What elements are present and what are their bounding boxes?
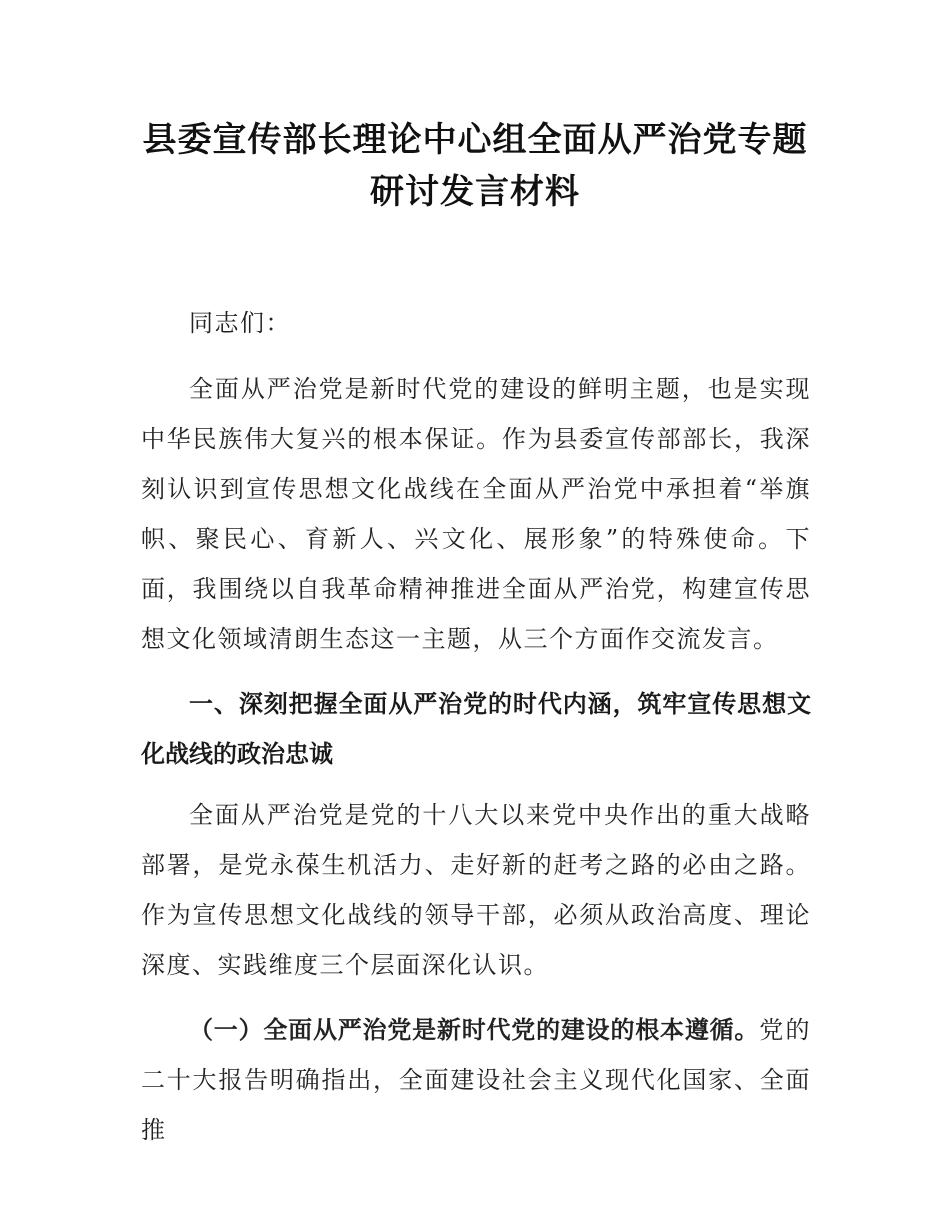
salutation: 同志们： xyxy=(189,309,291,337)
subsection-1-lead: （一）全面从严治党是新时代党的建设的根本遵循。 xyxy=(189,1016,760,1044)
intro-paragraph: 全面从严治党是新时代党的建设的鲜明主题，也是实现中华民族伟大复兴的根本保证。作为县委宣传部部长，我深刻认识到宣传思想文化战线在全面从严治党中承担着“举旗帜、聚民心、育新人、兴文化、展形象”的特殊使命。下面，我围绕以自我革命精神推进全面从严治党，构建宣传思想文化领域清朗生态这一主题，从三个方面作交流发言。 xyxy=(141,375,811,653)
title-line-2: 研讨发言材料 xyxy=(370,172,580,212)
title-line-1: 县委宣传部长理论中心组全面从严治党专题 xyxy=(142,120,808,160)
section-1-heading: 一、深刻把握全面从严治党的时代内涵，筑牢宣传思想文化战线的政治忠诚 xyxy=(141,690,811,768)
document-title xyxy=(100,114,850,218)
subsection-1-text: 党的二十大报告明确指出，全面建设社会主义现代化国家、全面推 xyxy=(141,1016,812,1144)
section-1-paragraph: 全面从严治党是党的十八大以来党中央作出的重大战略部署，是党永葆生机活力、走好新的赶考之路的必由之路。作为宣传思想文化战线的领导干部，必须从政治高度、理论深度、实践维度三个层面深化认识。 xyxy=(141,801,811,979)
subsection-1-paragraph xyxy=(141,1005,811,1155)
